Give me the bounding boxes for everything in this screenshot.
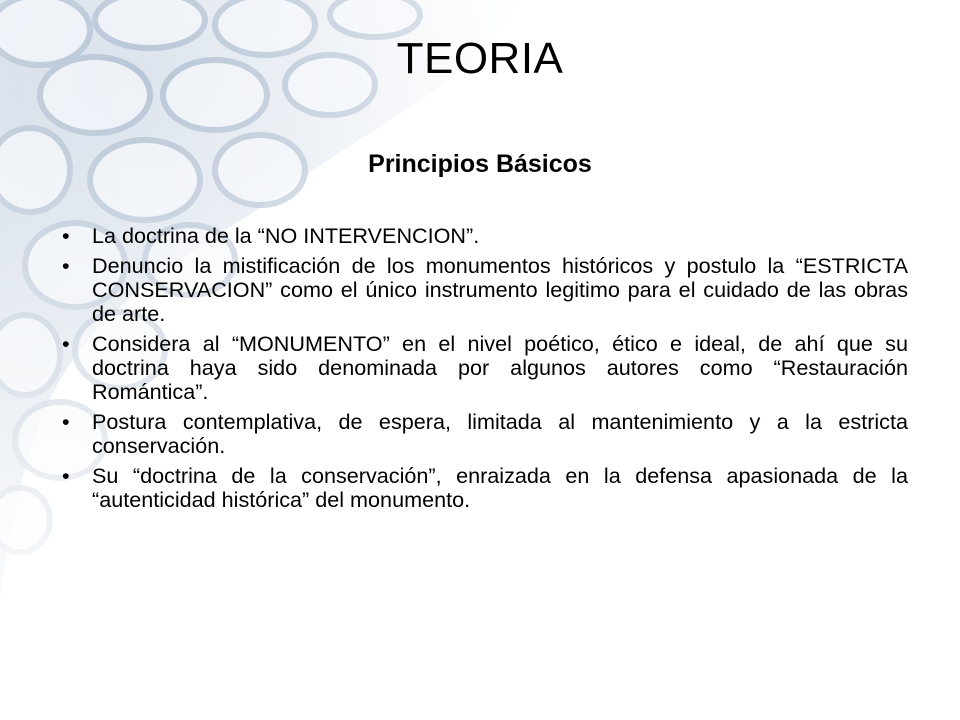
list-item: [62, 464, 908, 512]
bullet-text: Postura contemplativa, de espera, limitada al mantenimiento y a la estricta conservación.: [92, 409, 908, 458]
bullet-marker: •: [62, 463, 70, 488]
list-item: [62, 224, 908, 248]
slide-subtitle: Principios Básicos: [368, 150, 592, 178]
bullet-marker: •: [62, 223, 70, 248]
bullet-marker: •: [62, 253, 70, 278]
bullet-text: Su “doctrina de la conservación”, enraizada en la defensa apasionada de la “autenticidad histórica” del monumento.: [92, 463, 908, 512]
bullet-text: Considera al “MONUMENTO” en el nivel poético, ético e ideal, de ahí que su doctrina haya sido denominada por algunos autores como “Restauración Romántica”.: [92, 331, 908, 404]
slide-title: TEORIA: [396, 34, 564, 83]
bullet-text: La doctrina de la “NO INTERVENCION”.: [92, 223, 480, 248]
bullet-text: Denuncio la mistificación de los monumentos históricos y postulo la “ESTRICTA CONSERVACION” como el único instrumento legitimo para el cuidado de las obras de arte.: [92, 253, 908, 326]
bullet-marker: •: [62, 409, 70, 434]
list-item: [62, 410, 908, 458]
bullet-list: [62, 224, 908, 518]
bullet-marker: •: [62, 331, 70, 356]
list-item: [62, 254, 908, 326]
list-item: [62, 332, 908, 404]
